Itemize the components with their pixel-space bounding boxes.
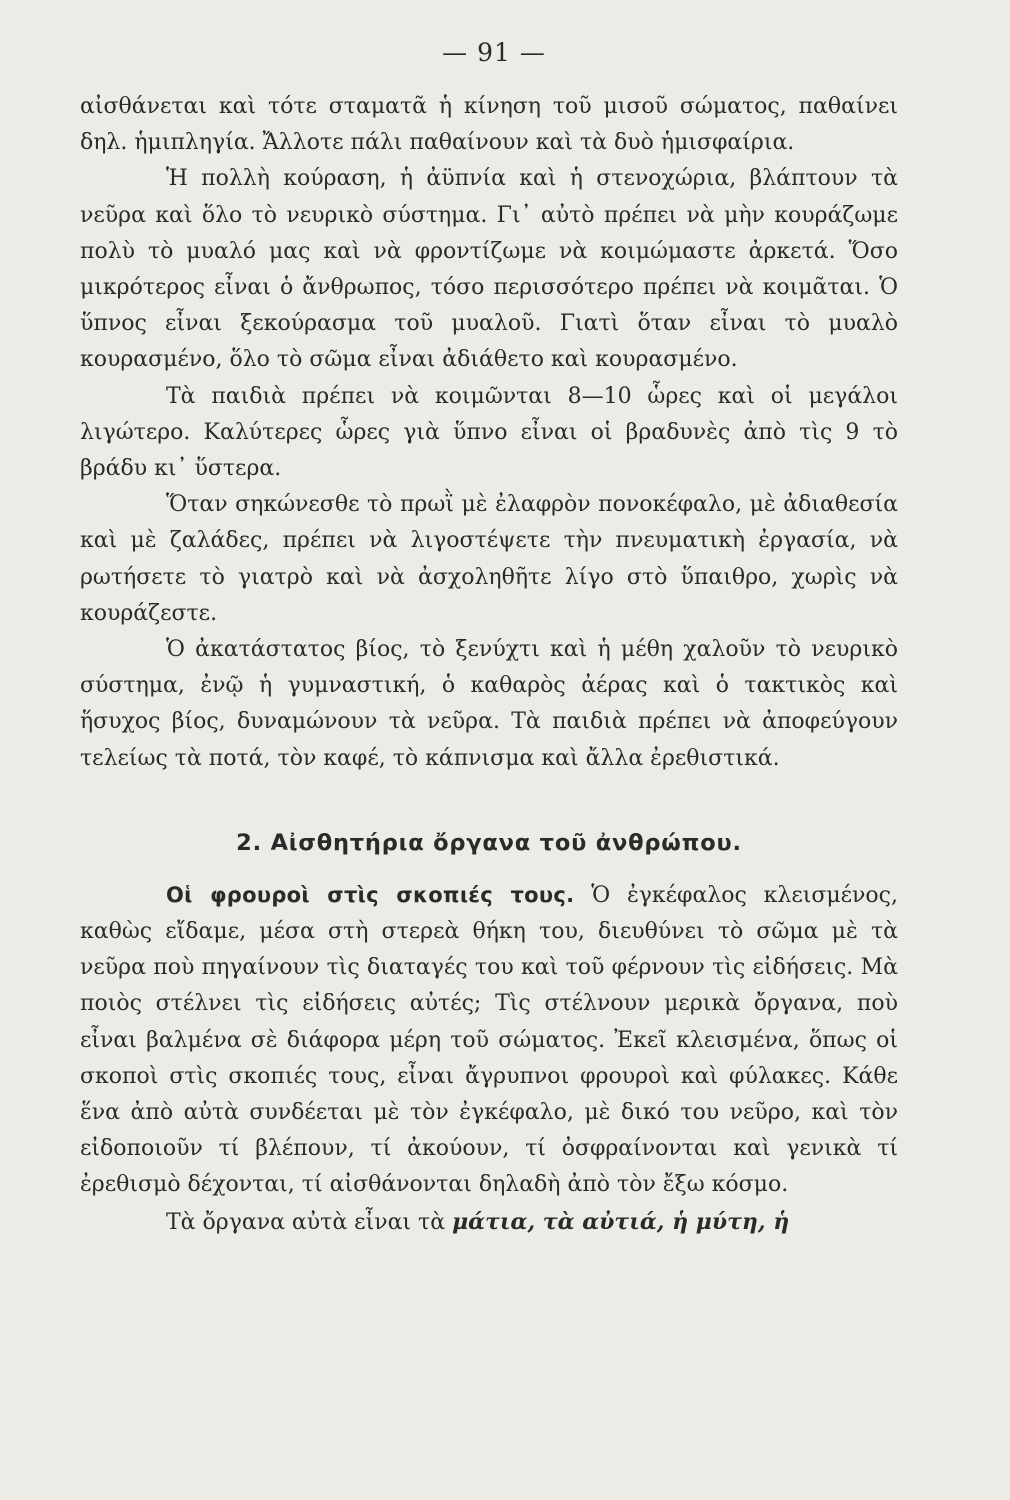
lead-title: Οἱ φρουροὶ στὶς σκοπιές τους. [166, 882, 575, 907]
sense-organs-emphasis: μάτια, τὰ αὐτιά, ἡ μύτη, ἡ [452, 1208, 790, 1235]
sense-organs-text: Τὰ ὄργανα αὐτὰ εἶναι τὰ [166, 1209, 453, 1235]
paragraph-sense-organs [80, 1204, 898, 1241]
paragraph-sleep-hours: Τὰ παιδιὰ πρέπει νὰ κοιμῶνται 8—10 ὧρες καὶ οἱ μεγάλοι λιγώτερο. Καλύτερες ὧρες γιὰ ὕπνο εἶναι οἱ βραδυνὲς ἀπὸ τὶς 9 τὸ βράδυ κι᾽ ὕστερα. [80, 383, 898, 482]
section-heading: 2. Αἰσθητήρια ὄργανα τοῦ ἀνθρώπου. [236, 829, 742, 856]
paragraph-hemiplegia: αἰσθάνεται καὶ τότε σταματᾶ ἡ κίνηση τοῦ μισοῦ σώματος, παθαίνει δηλ. ἡμιπληγία. Ἄλλοτε πάλι παθαίνουν καὶ τὰ δυὸ ἡμισφαίρια. [80, 94, 898, 156]
paragraph-fatigue-sleep: Ἡ πολλὴ κούραση, ἡ ἀϋπνία καὶ ἡ στενοχώρια, βλάπτουν τὰ νεῦρα καὶ ὅλο τὸ νευρικὸ σύστημα. Γι᾽ αὐτὸ πρέπει νὰ μὴν κουράζωμε πολὺ τὸ μυαλό μας καὶ νὰ φροντίζωμε νὰ κοιμώμαστε ἀρκετά. Ὅσο μικρότερος εἶναι ὁ ἄνθρωπος, τόσο περισσότερο πρέπει νὰ κοιμᾶται. Ὁ ὕπνος εἶναι ξεκούρασμα τοῦ μυαλοῦ. Γιατὶ ὅταν εἶναι τὸ μυαλὸ κουρασμένο, ὅλο τὸ σῶμα εἶναι ἀδιάθετο καὶ κουρασμένο. [80, 166, 898, 373]
paragraph-lifestyle: Ὁ ἀκατάστατος βίος, τὸ ξενύχτι καὶ ἡ μέθη χαλοῦν τὸ νευρικὸ σύστημα, ἐνῷ ἡ γυμναστική, ὁ καθαρὸς ἀέρας καὶ ὁ τακτικὸς καὶ ἥσυχος βίος, δυναμώνουν τὰ νεῦρα. Τὰ παιδιὰ πρέπει νὰ ἀποφεύγουν τελείως τὰ ποτά, τὸν καφέ, τὸ κάπνισμα καὶ ἄλλα ἐρεθιστικά. [80, 637, 898, 771]
paragraph-guards [80, 877, 898, 1204]
paragraph-morning-headache: Ὅταν σηκώνεσθε τὸ πρωῒ μὲ ἐλαφρὸν πονοκέφαλο, μὲ ἀδιαθεσία καὶ μὲ ζαλάδες, πρέπει νὰ λιγοστέψετε τὴν πνευματικὴ ἐργασία, νὰ ρωτήσετε τὸ γιατρὸ καὶ νὰ ἀσχοληθῆτε λίγο στὸ ὕπαιθρο, χωρὶς νὰ κουράζεστε. [80, 492, 898, 626]
page-number: — 91 — [442, 38, 546, 67]
lead-text: Ὁ ἐγκέφαλος κλεισμένος, καθὼς εἴδαμε, μέσα στὴ στερεὰ θήκη του, διευθύνει τὸ σῶμα μὲ τὰ νεῦρα ποὺ πηγαίνουν τὶς διαταγές του καὶ τοῦ φέρνουν τὶς εἰδήσεις. Μὰ ποιὸς στέλνει τὶς εἰδήσεις αὐτές; Τὶς στέλνουν μερικὰ ὄργανα, ποὺ εἶναι βαλμένα σὲ διάφορα μέρη τοῦ σώματος. Ἐκεῖ κλεισμένα, ὅπως οἱ σκοποὶ στὶς σκοπιές τους, εἶναι ἄγρυπνοι φρουροὶ καὶ φύλακες. Κάθε ἕνα ἀπὸ αὐτὰ συνδέεται μὲ τὸν ἐγκέφαλο, μὲ δικό του νεῦρο, καὶ τὸν εἰδοποιοῦν τί βλέπουν, τί ἀκούουν, τί ὀσφραίνονται καὶ γενικὰ τί ἐρεθισμὸ δέχονται, τί αἰσθάνονται δηλαδὴ ἀπὸ τὸν ἔξω κόσμο. [80, 882, 898, 1198]
